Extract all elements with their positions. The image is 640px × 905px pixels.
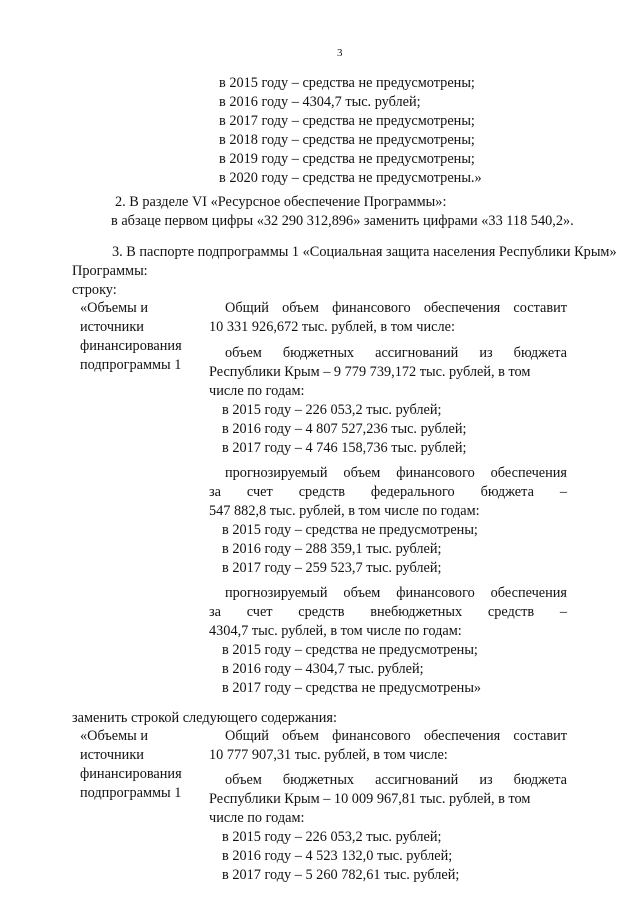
old-federal-line: прогнозируемый объем финансового обеспечения	[225, 465, 567, 481]
old-federal-line: 547 882,8 тыс. рублей, в том числе по годам:	[209, 503, 480, 519]
old-budget-line: Республики Крым – 9 779 739,172 тыс. рублей, в том	[209, 364, 531, 380]
item2-text: в абзаце первом цифры «32 290 312,896» заменить цифрами «33 118 540,2».	[111, 213, 574, 229]
new-budget-line: Республики Крым – 10 009 967,81 тыс. рублей, в том	[209, 791, 531, 807]
old-extrabudget-line: за счет средств внебюджетных средств –	[209, 604, 567, 620]
old-federal-year: в 2017 году – 259 523,7 тыс. рублей;	[222, 560, 442, 576]
old-budget-year: в 2015 году – 226 053,2 тыс. рублей;	[222, 402, 442, 418]
old-row-label: финансирования	[80, 338, 182, 354]
item3-line2: Программы:	[72, 263, 148, 279]
old-row-label: подпрограммы 1	[80, 357, 182, 373]
item2-heading: 2. В разделе VI «Ресурсное обеспечение Программы»:	[115, 194, 447, 210]
old-total-line: 10 331 926,672 тыс. рублей, в том числе:	[209, 319, 455, 335]
new-row-label: источники	[80, 747, 144, 763]
top-line: в 2016 году – 4304,7 тыс. рублей;	[219, 94, 421, 110]
new-budget-line: числе по годам:	[209, 810, 305, 826]
top-line: в 2020 году – средства не предусмотрены.»	[219, 170, 482, 186]
new-budget-year: в 2015 году – 226 053,2 тыс. рублей;	[222, 829, 442, 845]
old-total-line: Общий объем финансового обеспечения составит	[225, 300, 567, 316]
old-budget-line: объем бюджетных ассигнований из бюджета	[225, 345, 567, 361]
new-row-label: подпрограммы 1	[80, 785, 182, 801]
new-row-label: «Объемы и	[80, 728, 149, 744]
old-budget-line: числе по годам:	[209, 383, 305, 399]
new-total-line: 10 777 907,31 тыс. рублей, в том числе:	[209, 747, 448, 763]
old-extrabudget-line: прогнозируемый объем финансового обеспечения	[225, 585, 567, 601]
new-budget-line: объем бюджетных ассигнований из бюджета	[225, 772, 567, 788]
old-federal-year: в 2016 году – 288 359,1 тыс. рублей;	[222, 541, 442, 557]
item3-line3: строку:	[72, 282, 117, 298]
top-line: в 2015 году – средства не предусмотрены;	[219, 75, 475, 91]
item3-line1: 3. В паспорте подпрограммы 1 «Социальная защита населения Республики Крым»	[112, 244, 617, 260]
old-extrabudget-year: в 2016 году – 4304,7 тыс. рублей;	[222, 661, 424, 677]
old-budget-year: в 2017 году – 4 746 158,736 тыс. рублей;	[222, 440, 467, 456]
old-federal-year: в 2015 году – средства не предусмотрены;	[222, 522, 478, 538]
old-row-label: источники	[80, 319, 144, 335]
top-line: в 2018 году – средства не предусмотрены;	[219, 132, 475, 148]
new-budget-year: в 2017 году – 5 260 782,61 тыс. рублей;	[222, 867, 460, 883]
old-extrabudget-year: в 2017 году – средства не предусмотрены»	[222, 680, 482, 696]
old-row-label: «Объемы и	[80, 300, 149, 316]
old-budget-year: в 2016 году – 4 807 527,236 тыс. рублей;	[222, 421, 467, 437]
top-line: в 2019 году – средства не предусмотрены;	[219, 151, 475, 167]
new-total-line: Общий объем финансового обеспечения составит	[225, 728, 567, 744]
page-number: 3	[337, 47, 343, 59]
new-row-label: финансирования	[80, 766, 182, 782]
new-budget-year: в 2016 году – 4 523 132,0 тыс. рублей;	[222, 848, 453, 864]
old-extrabudget-line: 4304,7 тыс. рублей, в том числе по годам:	[209, 623, 462, 639]
top-line: в 2017 году – средства не предусмотрены;	[219, 113, 475, 129]
old-federal-line: за счет средств федерального бюджета –	[209, 484, 567, 500]
replace-text: заменить строкой следующего содержания:	[72, 710, 337, 726]
old-extrabudget-year: в 2015 году – средства не предусмотрены;	[222, 642, 478, 658]
